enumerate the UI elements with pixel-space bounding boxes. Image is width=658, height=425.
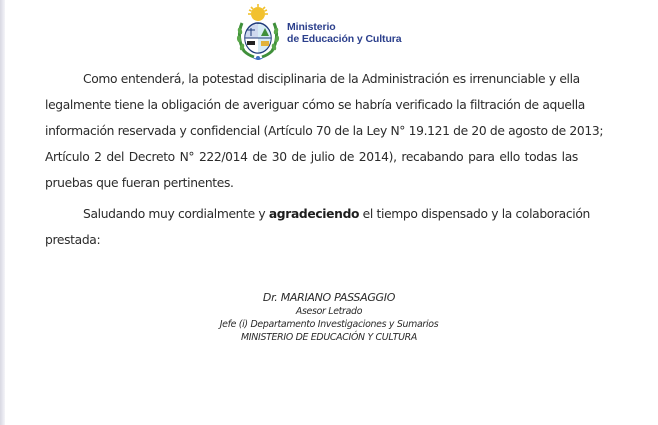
ministry-line-2: de Educación y Cultura — [287, 33, 402, 45]
paragraph-line: pruebas que fueran pertinentes. — [45, 176, 234, 190]
ministry-name — [287, 21, 402, 45]
signatory-name: Dr. MARIANO PASSAGGIO — [262, 291, 396, 304]
signature-block — [0, 290, 658, 344]
signatory-title: Asesor Letrado — [295, 306, 363, 317]
coat-of-arms-icon — [234, 3, 282, 63]
closing-text-bold: agradeciendo — [268, 207, 360, 221]
paragraph-line: Como entenderá, la potestad disciplinaria de la Administración es irrenunciable y ella — [83, 72, 580, 86]
paragraph-line — [45, 201, 590, 227]
paragraph-line: información reservada y confidencial (Artículo 70 de la Ley N° 19.121 de 20 de agosto de 2013; — [45, 124, 604, 138]
signatory-organization: MINISTERIO DE EDUCACIÓN Y CULTURA — [241, 332, 417, 343]
paragraph-disciplinary-authority — [45, 66, 604, 196]
letterhead — [234, 3, 402, 63]
signatory-department: Jefe (i) Departamento Investigaciones y Sumarios — [219, 319, 439, 330]
paragraph-line: prestada: — [45, 233, 101, 247]
paragraph-closing — [45, 201, 590, 253]
paragraph-line: Artículo 2 del Decreto N° 222/014 de 30 de julio de 2014), recabando para ello todas las — [45, 150, 578, 164]
paragraph-line: legalmente tiene la obligación de averiguar cómo se habría verificado la filtración de aquella — [45, 98, 585, 112]
ministry-line-1: Ministerio — [287, 21, 336, 33]
closing-text-start: Saludando muy cordialmente y — [83, 207, 269, 221]
closing-text-end: el tiempo dispensado y la colaboración — [359, 207, 590, 221]
